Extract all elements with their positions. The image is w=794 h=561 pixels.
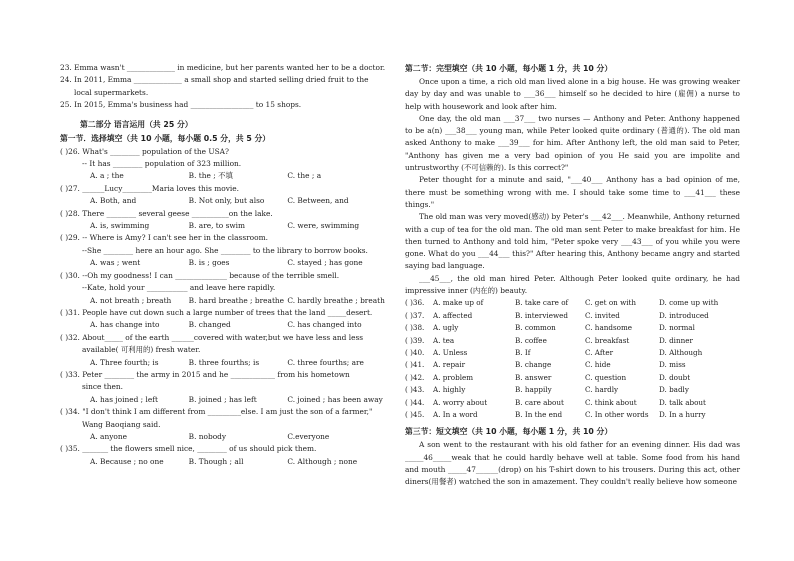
option-choice: A. problem (433, 372, 474, 382)
question-number: ( )40. (405, 347, 425, 357)
spacer (60, 170, 90, 182)
question-stem-cont: Wang Baoqiang said. (82, 419, 161, 429)
cloze-option-row (405, 297, 740, 309)
option-choice: B. If (515, 347, 531, 357)
option-choice: C. the ; a (287, 171, 322, 181)
option-choice: A. anyone (90, 431, 127, 441)
question-stem: ( )33. Peter ________ the army in 2015 and he ____________ from his hometown (60, 369, 350, 379)
option-choice: C. Although ; none (287, 456, 358, 466)
option-choice: D. come up with (659, 298, 719, 308)
question-stem-cont: --Kate, hold your ___________ and leave here rapidly. (82, 283, 276, 293)
option-choice: B. nobody (188, 431, 227, 441)
option-row (60, 257, 386, 269)
spacer (60, 295, 90, 307)
spacer (60, 431, 90, 443)
option-choice: C. question (585, 372, 627, 382)
option-choice: A. a ; the (90, 171, 124, 181)
question-number: ( )42. (405, 372, 425, 382)
option-choice: C. stayed ; has gone (287, 258, 363, 268)
option-choice: B. change (515, 360, 552, 370)
question-stem-cont: --She ________ here an hour ago. She ________ to the library to borrow books. (82, 245, 368, 255)
option-row (60, 456, 386, 468)
option-choice: D. normal (659, 323, 695, 333)
option-choice: D. In a hurry (659, 410, 706, 419)
spacer (60, 257, 90, 269)
option-choice: B. answer (515, 372, 552, 382)
question-stem: ( )28. There ________ several geese __________on the lake. (60, 208, 273, 218)
spacer (60, 195, 90, 207)
option-choice: A. Three fourth; is (90, 357, 159, 367)
option-choice: C. handsome (585, 323, 633, 333)
option-row (60, 319, 386, 331)
cloze-options (405, 297, 740, 421)
question-number: ( )41. (405, 360, 425, 370)
option-choice: B. Though ; all (188, 456, 244, 466)
question-number: ( )38. (405, 323, 425, 333)
option-choice: A. repair (433, 360, 466, 370)
option-choice: D. badly (659, 385, 689, 395)
left-column (60, 62, 386, 468)
option-choice: C. hide (585, 360, 611, 370)
question-stem: ( )34. "I don't think I am different from _________else. I am just the son of a farmer," (60, 407, 373, 417)
option-choice: A. tea (433, 335, 455, 345)
q25: 25. In 2015, Emma's business had _________________ to 15 shops. (60, 100, 302, 110)
option-choice: B. interviewed (515, 310, 568, 320)
option-choice: A. Because ; no one (90, 456, 164, 466)
question-stem: ( )31. People have cut down such a large number of trees that the land _____desert. (60, 307, 373, 317)
question-list (60, 146, 386, 469)
cloze-option-row (405, 347, 740, 359)
question-stem: ( )35. _______ the flowers smell nice, ________ of us should pick them. (60, 444, 317, 454)
option-choice: B. three fourths; is (188, 357, 260, 367)
option-choice: D. introduced (659, 310, 709, 320)
option-choice: B. is ; goes (188, 258, 230, 268)
passage-para-3: Peter thought for a minute and said, "___40___ Anthony has a bad opinion of me, there must be something wrong with me. I should take some time to ___41___ these things." (405, 175, 740, 209)
passage-para-5: ___45___, the old man hired Peter. Although Peter looked quite ordinary, he had impressive inner (内在的) beauty. (405, 273, 740, 296)
spacer (60, 456, 90, 468)
option-row (60, 170, 386, 182)
option-choice: D. talk about (659, 397, 706, 407)
cloze-option-row (405, 310, 740, 322)
section3-title: 第三节：短文填空（共 10 小题，每小题 1 分，共 10 分） (405, 427, 613, 437)
option-choice: D. miss (659, 360, 686, 370)
spacer (60, 319, 90, 331)
question-number: ( )39. (405, 335, 425, 345)
q23: 23. Emma wasn't _____________ in medicine, but her parents wanted her to be a doctor. (60, 63, 386, 72)
option-choice: C. invited (585, 310, 620, 320)
spacer (60, 394, 90, 406)
option-choice: B. the ; 不填 (188, 171, 233, 181)
option-row (60, 357, 386, 369)
question-number: ( )36. (405, 298, 425, 308)
option-choice: B. Not only, but also (188, 196, 265, 206)
passage-para-6: A son went to the restaurant with his old father for an evening dinner. His dad was _____46_____weak that he could hardly behave well at table. Some food from his hand and mouth _____47______(drop) on his T-shirt down to his trousers. During this act, other diners(用餐者) watched the son in amazement. They couldn't really believe how someone (405, 440, 740, 487)
question-stem: ( )29. -- Where is Amy? I can't see her in the classroom. (60, 233, 268, 243)
cloze-option-row (405, 384, 740, 396)
question-number: ( )44. (405, 397, 425, 407)
option-choice: A. affected (433, 310, 473, 320)
option-choice: A. ugly (433, 323, 459, 333)
option-choice: A. was ; went (90, 258, 141, 268)
option-choice: A. make up of (433, 298, 484, 308)
option-choice: C. In other words (585, 410, 649, 419)
question-number: ( )45. (405, 410, 425, 419)
q24-cont: local supermarkets. (74, 87, 149, 97)
right-column (405, 62, 740, 489)
option-choice: B. changed (188, 320, 231, 330)
part2-title: 第二部分 语言运用（共 25 分） (80, 119, 193, 129)
q24: 24. In 2011, Emma _____________ a small shop and started selling dried fruit to the (60, 75, 369, 85)
option-choice: C. breakfast (585, 335, 630, 345)
option-row (60, 394, 386, 406)
option-choice: A. Both, and (90, 196, 137, 206)
question-stem-cont: since then. (82, 382, 123, 392)
cloze-option-row (405, 409, 740, 421)
option-choice: C.everyone (287, 431, 330, 441)
option-choice: B. In the end (515, 410, 563, 419)
question-stem: ( )26. What's ________ population of the USA? (60, 146, 229, 156)
spacer (60, 357, 90, 369)
option-choice: C. Between, and (287, 196, 349, 206)
question-stem-cont: available( 可利用的) fresh water. (82, 345, 201, 355)
option-choice: A. worry about (433, 397, 488, 407)
cloze-option-row (405, 335, 740, 347)
option-row (60, 295, 386, 307)
option-choice: D. dinner (659, 335, 693, 345)
option-choice: B. happily (515, 385, 552, 395)
option-choice: A. not breath ; breath (90, 295, 172, 305)
option-choice: C. get on with (585, 298, 637, 308)
passage-para-4: The old man was very moved(感动) by Peter's ___42___. Meanwhile, Anthony returned with a cup of tea for the old man. The old man sent Peter to make breakfast for him. He then turned to Anthony and told him, "Peter spoke very ___43___ of you while you were gone. What do you ___44___ this?" After hearing this, Anthony became angry and started saying bad language. (405, 212, 740, 271)
option-choice: A. has joined ; left (90, 394, 158, 404)
option-choice: B. joined ; has left (188, 394, 257, 404)
question-stem: ( )32. About_____ of the earth ______covered with water,but we have less and less (60, 332, 364, 342)
option-choice: C. hardly breathe ; breath (287, 295, 385, 305)
option-choice: C. joined ; has been away (287, 394, 383, 404)
section1-title: 第一节．选择填空（共 10 小题，每小题 0.5 分，共 5 分） (60, 133, 271, 143)
spacer (60, 220, 90, 232)
question-stem: ( )30. --Oh my goodness! I can ______________ because of the terrible smell. (60, 270, 340, 280)
passage-para-2: One day, the old man ___37___ two nurses — Anthony and Peter. Anthony happened to be a(n) ___38___ young man, while Peter looked quite ordinary (普通的). The old man asked Anthony to make ___39___ for him. After Anthony left, the old man said to Peter, "Anthony has given me a very bad opinion of you He said you are impolite and untrustworthy (不可信赖的). Is this correct?" (405, 113, 740, 173)
option-choice: B. are, to swim (188, 221, 246, 231)
option-choice: A. has change into (90, 320, 160, 330)
option-choice: B. coffee (515, 335, 547, 345)
option-choice: C. think about (585, 397, 637, 407)
option-choice: B. take care of (515, 298, 569, 308)
option-choice: C. were, swimming (287, 221, 360, 231)
option-row (60, 220, 386, 232)
cloze-option-row (405, 397, 740, 409)
cloze-option-row (405, 372, 740, 384)
option-choice: B. care about (515, 397, 564, 407)
option-choice: C. After (585, 347, 614, 357)
option-choice: D. doubt (659, 372, 691, 382)
option-choice: B. common (515, 323, 556, 333)
option-row (60, 195, 386, 207)
question-stem: ( )27. ______Lucy________Maria loves this movie. (60, 183, 240, 193)
section2-title: 第二节：完型填空（共 10 小题，每小题 1 分，共 10 分） (405, 64, 613, 73)
question-stem-cont: -- It has ________ population of 323 million. (82, 159, 242, 169)
cloze-option-row (405, 322, 740, 334)
option-choice: C. hardly (585, 385, 619, 395)
option-row (60, 431, 386, 443)
option-choice: B. hard breathe ; breathe (188, 295, 285, 305)
option-choice: A. Unless (433, 347, 468, 357)
option-choice: C. three fourths; are (287, 357, 364, 367)
option-choice: A. highly (433, 385, 466, 395)
option-choice: A. is, swimming (90, 221, 150, 231)
option-choice: D. Although (659, 347, 703, 357)
question-number: ( )37. (405, 310, 425, 320)
option-choice: C. has changed into (287, 320, 362, 330)
option-choice: A. In a word (433, 410, 478, 419)
passage-para-1: Once upon a time, a rich old man lived alone in a big house. He was growing weaker day by day and was unable to ___36___ himself so he decided to hire (雇佣) a nurse to help with housework and look after him. (405, 77, 740, 111)
cloze-option-row (405, 359, 740, 371)
question-number: ( )43. (405, 385, 425, 395)
